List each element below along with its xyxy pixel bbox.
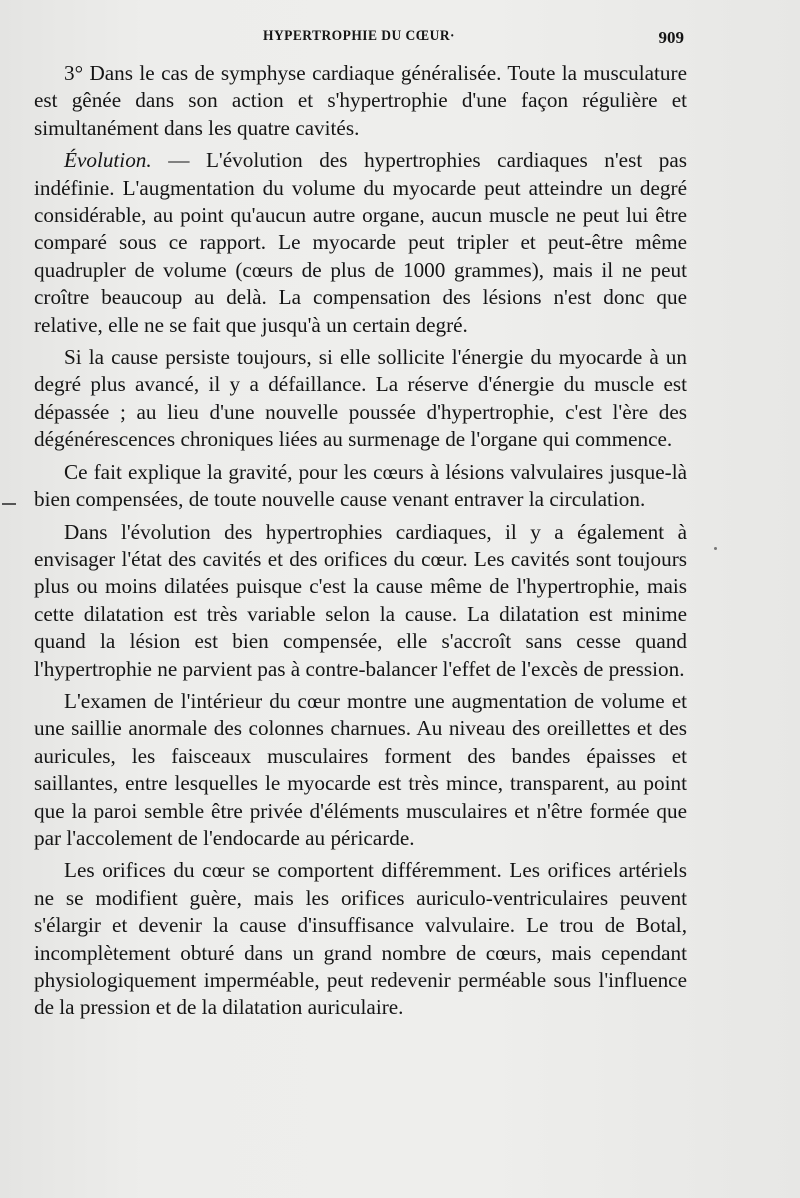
page-number: 909 (658, 28, 684, 47)
paragraph-defaillance: Si la cause persiste toujours, si elle sollicite l'énergie du myocarde à un degré plus avancé, il y a défaillance. La réserve d'énergie du muscle est dépassée ; au lieu d'une nouvelle poussée d'hypertrophie, c'est l'ère des dégénérescences chroniques liées au surmenage de l'organe qui commence. (34, 345, 687, 452)
running-head: HYPERTROPHIE DU CŒUR· (262, 28, 455, 44)
paragraph-gravite: Ce fait explique la gravité, pour les cœurs à lésions valvulaires jusque-là bien compensées, de toute nouvelle cause venant entraver la circulation. (34, 459, 687, 512)
margin-mark (2, 503, 16, 505)
evolution-text: — L'évolution des hypertrophies cardiaques n'est pas indéfinie. L'augmentation du volume du myocarde peut atteindre un degré considérable, au point qu'aucun autre organe, aucun muscle ne peut lui être comparé sous ce rapport. Le myocarde peut tripler et peut-être même quadrupler de volume (cœurs de plus de 1000 grammes), mais il ne peut croître beaucoup au delà. La compensation des lésions n'est donc que relative, elle ne se fait que jusqu'à un certain degré. (34, 148, 687, 337)
margin-dot (714, 547, 717, 550)
paragraph-symphyse: 3° Dans le cas de symphyse cardiaque généralisée. Toute la musculature est gênée dans son action et s'hypertrophie d'une façon régulière et simultanément dans les quatre cavités. (34, 61, 687, 140)
page-header (34, 24, 684, 50)
evolution-heading: Évolution. (64, 148, 152, 173)
paragraph-orifices: Les orifices du cœur se comportent différemment. Les orifices artériels ne se modifient guère, mais les orifices auriculo-ventriculaires peuvent s'élargir et devenir la cause d'insuffisance valvulaire. Le trou de Botal, incomplètement obturé dans un grand nombre de cœurs, mais cependant physiologiquement imperméable, peut redevenir perméable sous l'influence de la pression et de la dilatation auriculaire. (34, 858, 687, 1020)
paragraph-evolution (34, 147, 687, 339)
body-text (34, 60, 687, 1027)
paragraph-examen: L'examen de l'intérieur du cœur montre une augmentation de volume et une saillie anormale des colonnes charnues. Au niveau des oreillettes et des auricules, les faisceaux musculaires forment des bandes épaisses et saillantes, entre lesquelles le myocarde est très mince, transparent, au point que la paroi semble être privée d'éléments musculaires et n'être formée que par l'accolement de l'endocarde au péricarde. (34, 688, 687, 850)
paragraph-cavites: Dans l'évolution des hypertrophies cardiaques, il y a également à envisager l'état des cavités et des orifices du cœur. Les cavités sont toujours plus ou moins dilatées puisque c'est la cause même de l'hypertrophie, mais cette dilatation est très variable selon la cause. La dilatation est minime quand la lésion est bien compensée, elle s'accroît sans cesse quand l'hypertrophie ne parvient pas à contre-balancer l'effet de l'excès de pression. (34, 519, 687, 681)
